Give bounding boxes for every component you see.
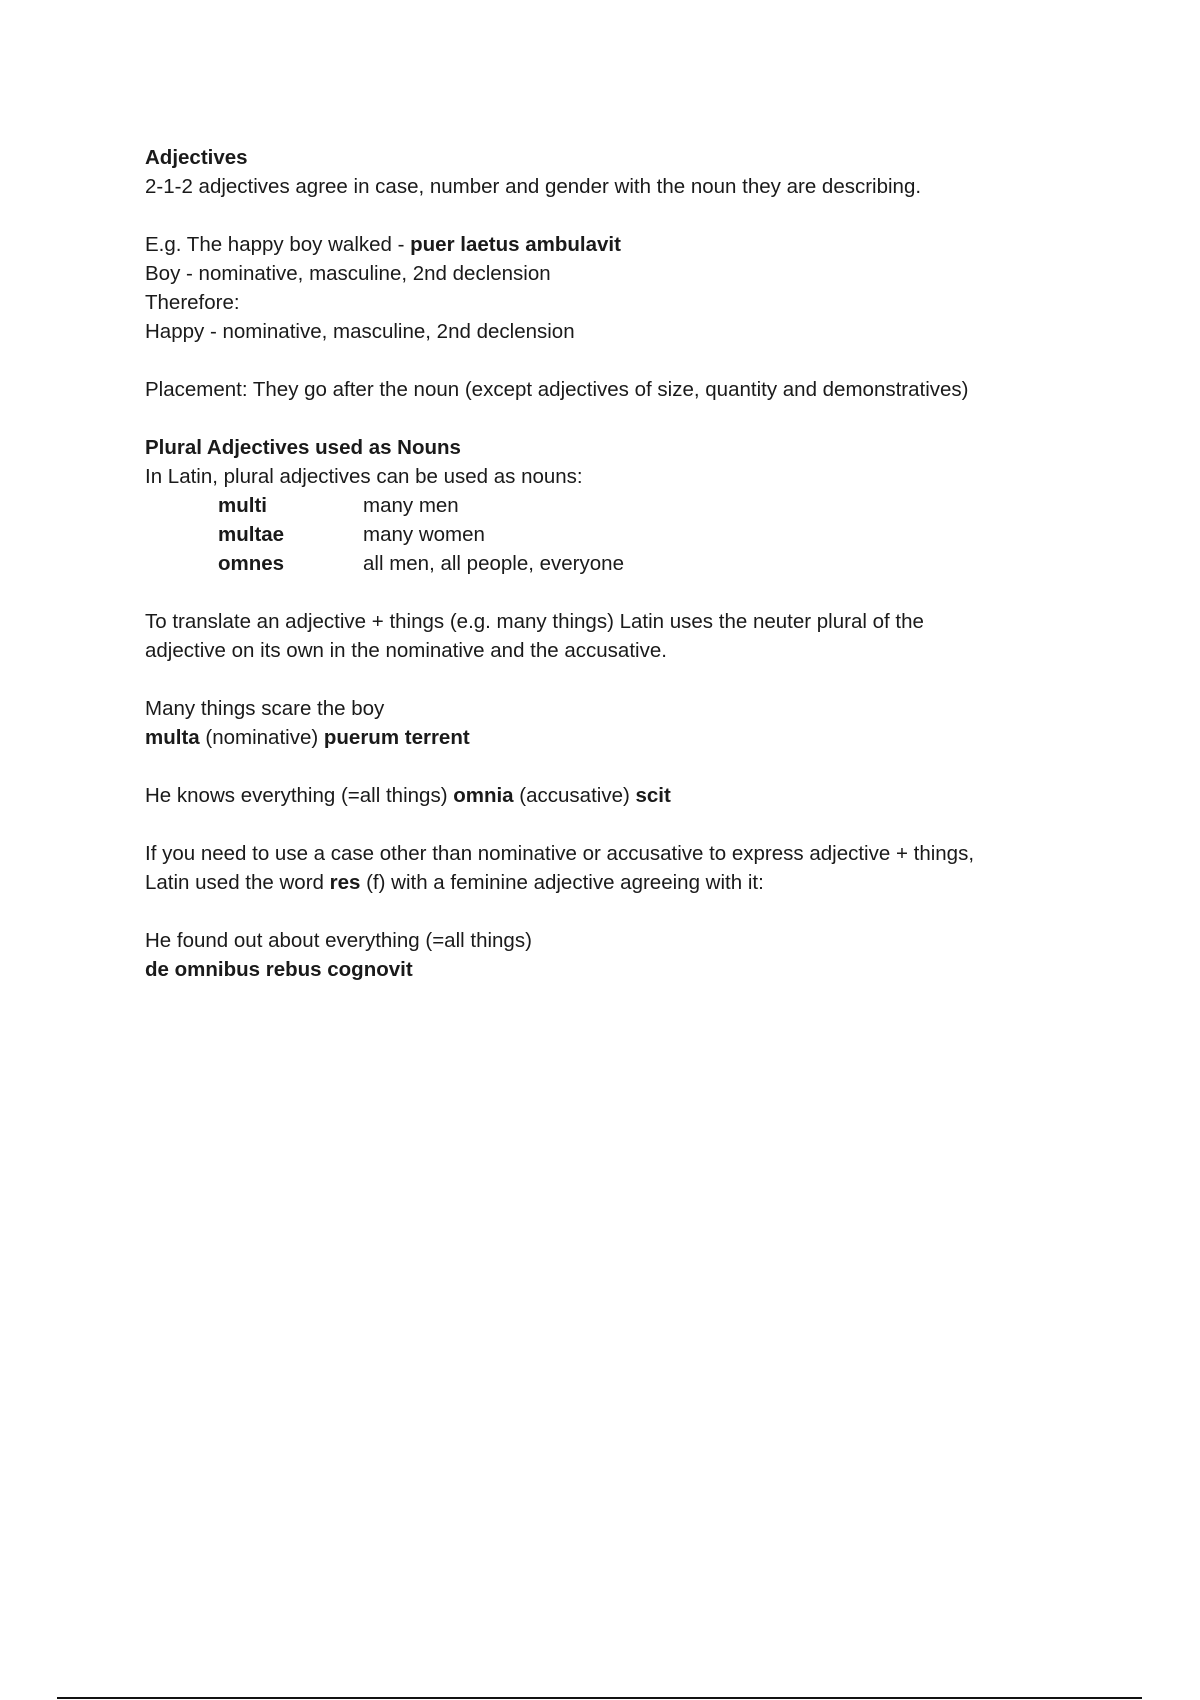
things-line-2: adjective on its own in the nominative and the accusative. (145, 639, 667, 662)
therefore-line: Therefore: (145, 291, 240, 314)
knows-latin-b: scit (635, 784, 671, 807)
section-heading: Adjectives (145, 146, 248, 169)
scare-english: Many things scare the boy (145, 697, 385, 720)
vocab-row (145, 520, 1075, 549)
vocab-english: all men, all people, everyone (363, 552, 624, 575)
vocab-latin: multi (218, 494, 267, 517)
things-line-1: To translate an adjective + things (e.g. many things) Latin uses the neuter plural of the (145, 610, 924, 633)
example-latin: puer laetus ambulavit (410, 233, 621, 256)
placement-line: Placement: They go after the noun (except adjectives of size, quantity and demonstratives) (145, 378, 969, 401)
vocab-latin: multae (218, 523, 285, 546)
res-word: res (329, 871, 361, 894)
document-page (145, 143, 1075, 984)
vocab-english: many women (363, 523, 485, 546)
scare-latin-line (145, 723, 1075, 752)
vocab-latin: omnes (218, 552, 285, 575)
found-english: He found out about everything (=all things) (145, 929, 532, 952)
scare-latin-a: multa (145, 726, 200, 749)
knows-note: (accusative) (513, 784, 636, 807)
scare-note: (nominative) (199, 726, 324, 749)
example-english: E.g. The happy boy walked - (145, 233, 411, 256)
happy-line: Happy - nominative, masculine, 2nd declension (145, 320, 575, 343)
plural-heading: Plural Adjectives used as Nouns (145, 436, 461, 459)
bottom-divider (57, 1697, 1142, 1699)
res-prefix: Latin used the word (145, 871, 330, 894)
intro-text: 2-1-2 adjectives agree in case, number and gender with the noun they are describing. (145, 175, 922, 198)
scare-latin-b: puerum terrent (323, 726, 470, 749)
vocab-row (145, 549, 1075, 578)
knows-english: He knows everything (=all things) (145, 784, 454, 807)
example-line (145, 230, 1075, 259)
res-line-1: If you need to use a case other than nominative or accusative to express adjective + things, (145, 842, 975, 865)
knows-latin-a: omnia (453, 784, 514, 807)
plural-intro: In Latin, plural adjectives can be used as nouns: (145, 465, 583, 488)
vocab-english: many men (363, 494, 459, 517)
res-line-2 (145, 868, 1075, 897)
res-suffix: (f) with a feminine adjective agreeing with it: (360, 871, 764, 894)
vocab-row (145, 491, 1075, 520)
found-latin: de omnibus rebus cognovit (145, 958, 413, 981)
knows-line (145, 781, 1075, 810)
boy-line: Boy - nominative, masculine, 2nd declension (145, 262, 551, 285)
